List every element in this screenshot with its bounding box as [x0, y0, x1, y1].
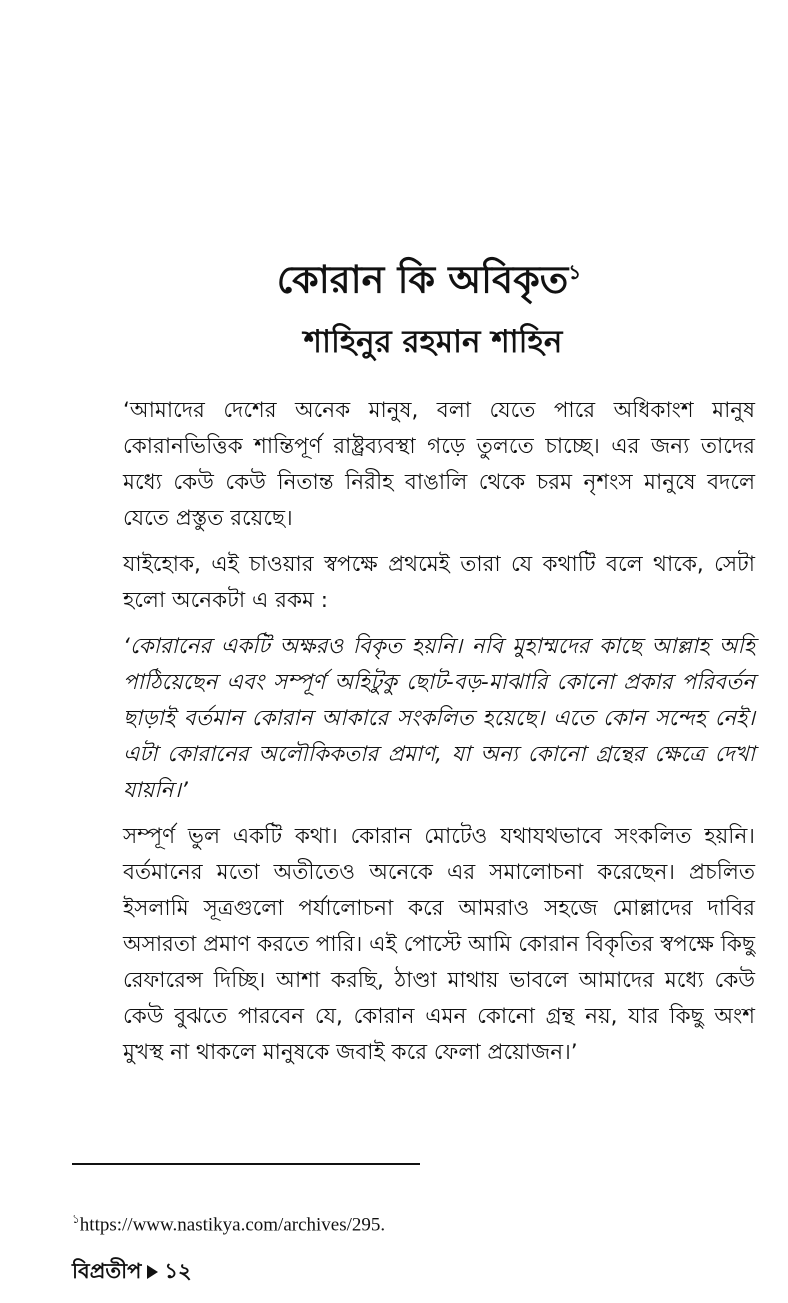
- footnote-mark: ১: [72, 1212, 80, 1226]
- body-text: [123, 393, 755, 1081]
- footnote-link: https://www.nastikya.com/archives/295.: [79, 1214, 386, 1236]
- heading-block: [0, 246, 788, 364]
- footnote-divider: [72, 1163, 420, 1165]
- paragraph-intro: ‘আমাদের দেশের অনেক মানুষ, বলা যেতে পারে অধিকাংশ মানুষ কোরানভিত্তিক শান্তিপূর্ণ রাষ্ট্রব্যবস্থা গড়ে তুলতে চাচ্ছে। এর জন্য তাদের মধ্যে কেউ কেউ নিতান্ত নিরীহ বাঙালি থেকে চরম নৃশংস মানুষে বদলে যেতে প্রস্তুত রয়েছে।: [123, 398, 755, 531]
- paragraph-rebuttal: সম্পূর্ণ ভুল একটি কথা। কোরান মোটেও যথাযথভাবে সংকলিত হয়নি। বর্তমানের মতো অতীতেও অনেকে এর সমালোচনা করেছেন। প্রচলিত ইসলামি সূত্রগুলো পর্যালোচনা করে আমরাও সহজে মোল্লাদের দাবির অসারতা প্রমাণ করতে পারি। এই পোস্টে আমি কোরান বিকৃতির স্বপক্ষে কিছু রেফারেন্স দিচ্ছি। আশা করছি, ঠাণ্ডা মাথায় ভাবলে আমাদের মধ্যে কেউ কেউ বুঝতে পারবেন যে, কোরান এমন কোনো গ্রন্থ নয়, যার কিছু অংশ মুখস্থ না থাকলে মানুষকে জবাই করে ফেলা প্রয়োজন।’: [123, 824, 755, 1065]
- paragraph-claim-intro: যাইহোক, এই চাওয়ার স্বপক্ষে প্রথমেই তারা যে কথাটি বলে থাকে, সেটা হলো অনেকটা এ রকম :: [123, 552, 755, 613]
- book-title: বিপ্রতীপ: [72, 1259, 142, 1283]
- page-number: ১২: [164, 1259, 192, 1283]
- page-footer: [72, 1256, 192, 1286]
- paragraph-quoted-claim: ‘কোরানের একটি অক্ষরও বিকৃত হয়নি। নবি মুহাম্মদের কাছে আল্লাহ অহি পাঠিয়েছেন এবং সম্পূর্ণ অহিটুকু ছোট-বড়-মাঝারি কোনো প্রকার পরিবর্তন ছাড়াই বর্তমান কোরান আকারে সংকলিত হয়েছে। এতে কোন সন্দেহ নেই। এটা কোরানের অলৌকিকতার প্রমাণ, যা অন্য কোনো গ্রন্থের ক্ষেত্রে দেখা যায়নি।’: [123, 634, 755, 803]
- title-footnote-mark: ১: [568, 260, 582, 284]
- play-arrow-icon: [147, 1265, 158, 1279]
- chapter-title-text: কোরান কি অবিকৃত: [276, 257, 569, 302]
- chapter-author: শাহিনুর রহমান শাহিন: [303, 323, 563, 360]
- footnote: [72, 1207, 385, 1237]
- chapter-title: [70, 246, 788, 306]
